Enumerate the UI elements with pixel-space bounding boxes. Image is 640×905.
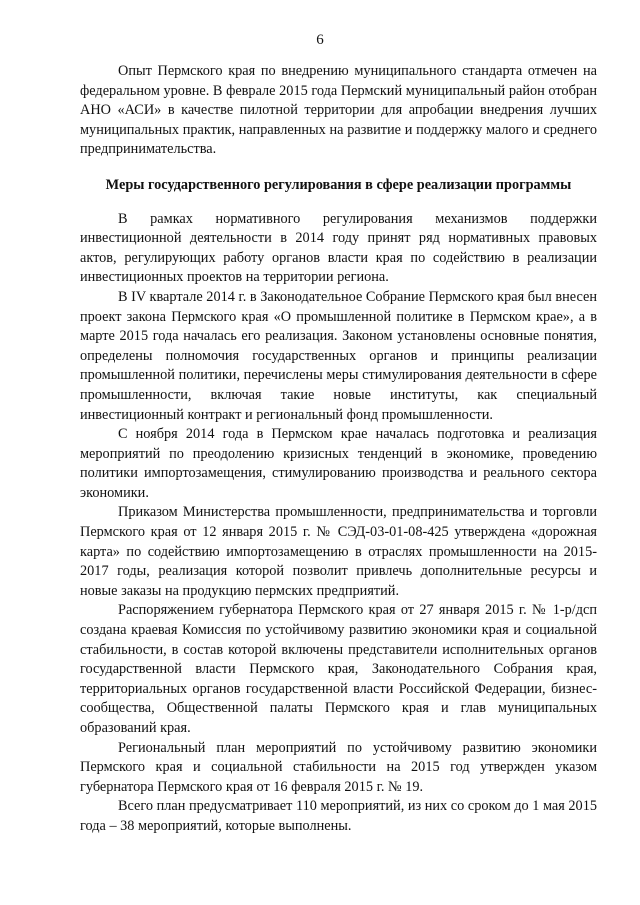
paragraph-import-substitution-roadmap: Приказом Министерства промышленности, предпринимательства и торговли Пермского края от 12 января 2015 г. № СЭД-03-01-08-425 утверждена «дорожная карта» по содействию импортозамещению в отраслях промышленности на 2015-2017 годы, реализация которой позволит привлечь дополнительные ресурсы и новые заказы на продукцию пермских предприятий. — [80, 504, 597, 599]
page-number: 6 — [316, 32, 324, 48]
section-heading: Меры государственного регулирования в сфере реализации программы — [105, 176, 572, 193]
paragraph-normative-regulation: В рамках нормативного регулирования механизмов поддержки инвестиционной деятельности в 2014 году принят ряд нормативных правовых актов, регулирующих работу органов власти края по содействию в реализации инвестиционных проектов на территории региона. — [80, 210, 597, 286]
paragraph-asi-pilot: Опыт Пермского края по внедрению муниципального стандарта отмечен на федеральном уровне. В феврале 2015 года Пермский муниципальный район отобран АНО «АСИ» в качестве пилотной территории для апробации внедрения лучших муниципальных практик, направленных на развитие и поддержку малого и среднего предпринимательства. — [80, 63, 597, 158]
document-body — [80, 62, 597, 837]
paragraph-crisis-measures: С ноября 2014 года в Пермском крае началась подготовка и реализация мероприятий по преодолению кризисных тенденций в экономике, проведению политики импортозамещения, стимулированию производства и реального сектора экономики. — [80, 426, 597, 501]
paragraph-sustainability-commission: Распоряжением губернатора Пермского края от 27 января 2015 г. № 1-р/дсп создана краевая Комиссия по устойчивому развитию экономики края и социальной стабильности, в состав которой включены представители исполнительных органов государственной власти Пермского края, Законодательного Собрания края, территориальных органов государственной власти Российской Федерации, бизнес-сообщества, Общественной палаты Пермского края и глав муниципальных образований края. — [80, 602, 597, 736]
paragraph-plan-total: Всего план предусматривает 110 мероприятий, из них со сроком до 1 мая 2015 года – 38 мероприятий, которые выполнены. — [80, 798, 597, 834]
paragraph-industrial-policy-law: В IV квартале 2014 г. в Законодательное Собрание Пермского края был внесен проект закона Пермского края «О промышленной политике в Пермском крае», а в марте 2015 года началась его реализация. Законом установлены основные понятия, определены полномочия государственных органов и принципы реализации промышленной политики, перечислены меры стимулирования деятельности в сфере промышленности, включая такие новые институты, как специальный инвестиционный контракт и региональный фонд промышленности. — [80, 288, 597, 423]
paragraph-regional-plan: Региональный план мероприятий по устойчивому развитию экономики Пермского края и социальной стабильности на 2015 год утвержден указом губернатора Пермского края от 16 февраля 2015 г. № 19. — [80, 739, 597, 795]
